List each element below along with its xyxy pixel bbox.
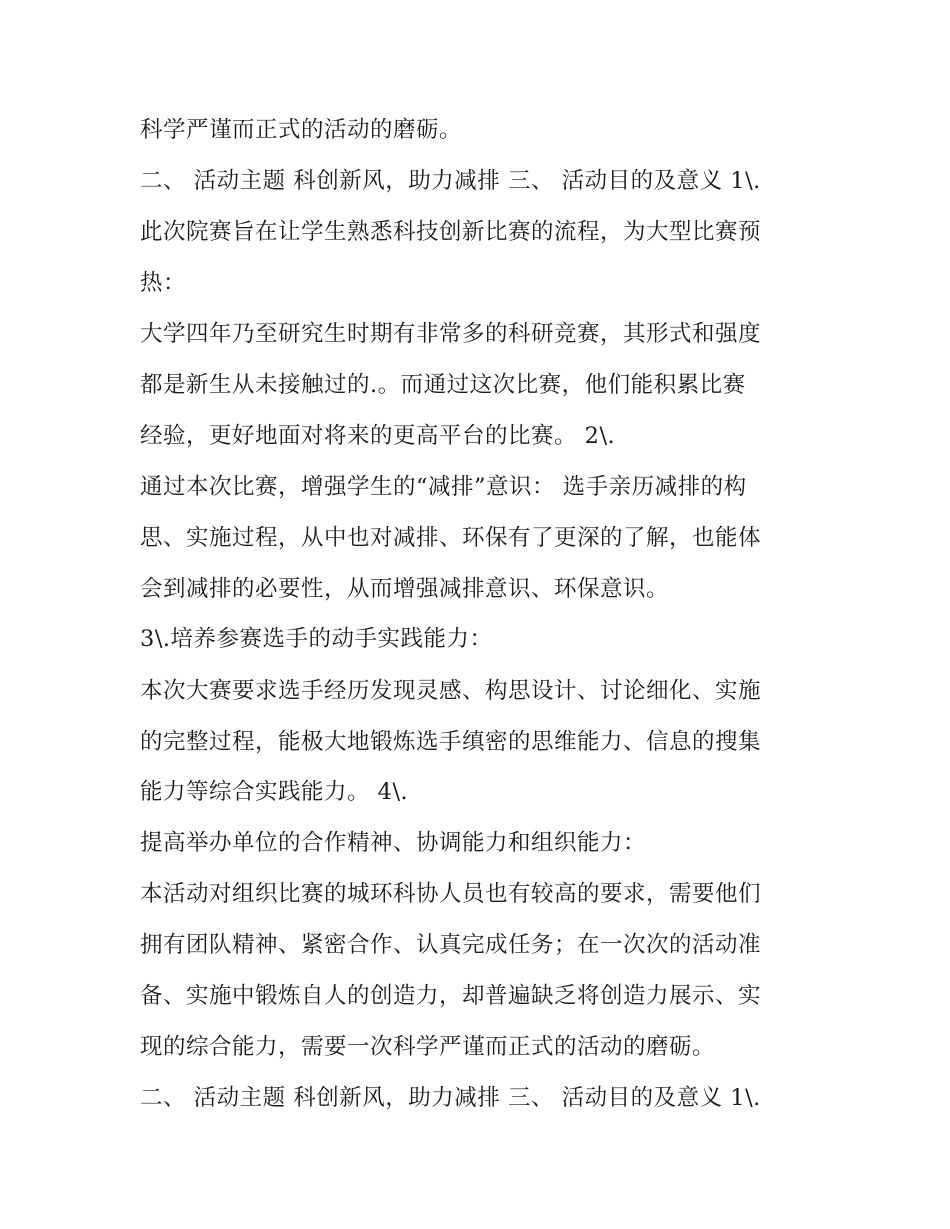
text-line: 大学四年乃至研究生时期有非常多的科研竞赛，其形式和强度 [140, 321, 762, 347]
text-line: 都是新生从未接触过的.。而通过这次比赛，他们能积累比赛 [140, 372, 746, 398]
text-line: 科学严谨而正式的活动的磨砺。 [140, 117, 463, 143]
text-line: 会到减排的必要性，从而增强减排意识、环保意识。 [140, 576, 670, 602]
text-line: 3\.培养参赛选手的动手实践能力： [140, 626, 493, 652]
text-line: 本次大赛要求选手经历发现灵感、构思设计、讨论细化、实施 [140, 678, 762, 704]
text-line: 热： [140, 270, 187, 296]
text-line: 经验，更好地面对将来的更高平台的比赛。 2\. [140, 423, 616, 449]
text-line: 通过本次比赛，增强学生的“减排”意识： 选手亲历减排的构 [140, 474, 747, 500]
text-line: 现的综合能力，需要一次科学严谨而正式的活动的磨砺。 [140, 1034, 716, 1060]
text-line: 此次院赛旨在让学生熟悉科技创新比赛的流程，为大型比赛预 [140, 219, 762, 245]
text-line: 拥有团队精神、紧密合作、认真完成任务；在一次次的活动准 [140, 932, 762, 958]
text-line: 思、实施过程，从中也对减排、环保有了更深的了解，也能体 [140, 525, 762, 551]
text-line: 的完整过程，能极大地锻炼选手缜密的思维能力、信息的搜集 [140, 729, 762, 755]
text-line: 能力等综合实践能力。 4\. [140, 779, 409, 805]
text-line: 提高举办单位的合作精神、协调能力和组织能力： [140, 830, 647, 856]
text-line: 备、实施中锻炼自人的创造力，却普遍缺乏将创造力展示、实 [140, 983, 762, 1009]
text-line: 本活动对组织比赛的城环科协人员也有较高的要求，需要他们 [140, 881, 762, 907]
text-line: 二、 活动主题 科创新风，助力减排 三、 活动目的及意义 1\. [140, 1085, 761, 1111]
text-line: 二、 活动主题 科创新风，助力减排 三、 活动目的及意义 1\. [140, 168, 761, 194]
